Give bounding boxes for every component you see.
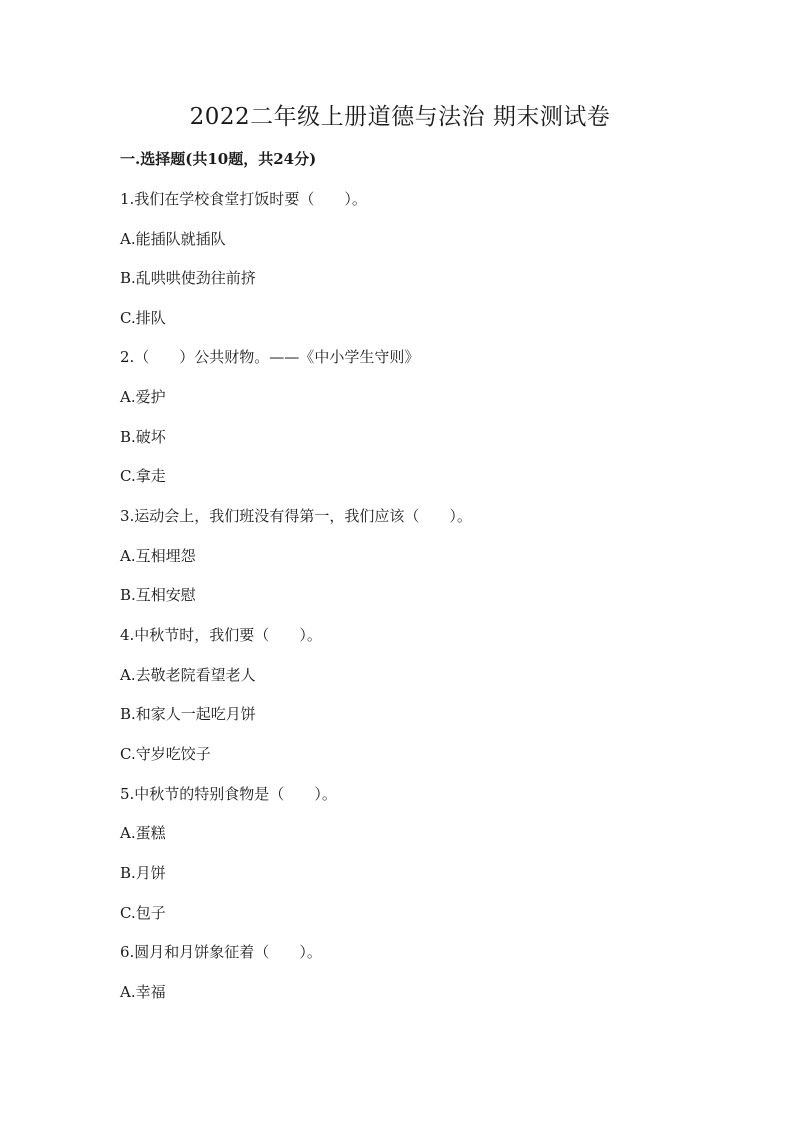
question-1: 1.我们在学校食堂打饭时要（ ）。 — [120, 190, 367, 208]
question-2: 2.（ ）公共财物。——《中小学生守则》 — [120, 348, 420, 366]
question-3-option-a: A.互相埋怨 — [120, 547, 196, 565]
question-4-option-b: B.和家人一起吃月饼 — [120, 705, 256, 723]
question-5: 5.中秋节的特别食物是（ ）。 — [120, 785, 337, 803]
question-1-option-a: A.能插队就插队 — [120, 230, 226, 248]
question-2-option-a: A.爱护 — [120, 388, 166, 406]
question-2-option-c: C.拿走 — [120, 467, 166, 485]
question-6: 6.圆月和月饼象征着（ ）。 — [120, 943, 322, 961]
question-4-option-a: A.去敬老院看望老人 — [120, 666, 256, 684]
question-4: 4.中秋节时，我们要（ ）。 — [120, 626, 322, 644]
section-heading: 一.选择题(共10题，共24分) — [120, 150, 317, 168]
question-2-option-b: B.破坏 — [120, 428, 166, 446]
question-6-option-a: A.幸福 — [120, 983, 166, 1001]
document-title: 2022二年级上册道德与法治 期末测试卷 — [189, 104, 611, 130]
question-5-option-a: A.蛋糕 — [120, 824, 166, 842]
question-4-option-c: C.守岁吃饺子 — [120, 745, 211, 763]
question-1-option-b: B.乱哄哄使劲往前挤 — [120, 269, 256, 287]
question-3: 3.运动会上，我们班没有得第一，我们应该（ ）。 — [120, 507, 472, 525]
question-5-option-c: C.包子 — [120, 904, 166, 922]
question-3-option-b: B.互相安慰 — [120, 586, 196, 604]
question-5-option-b: B.月饼 — [120, 864, 166, 882]
question-1-option-c: C.排队 — [120, 309, 166, 327]
